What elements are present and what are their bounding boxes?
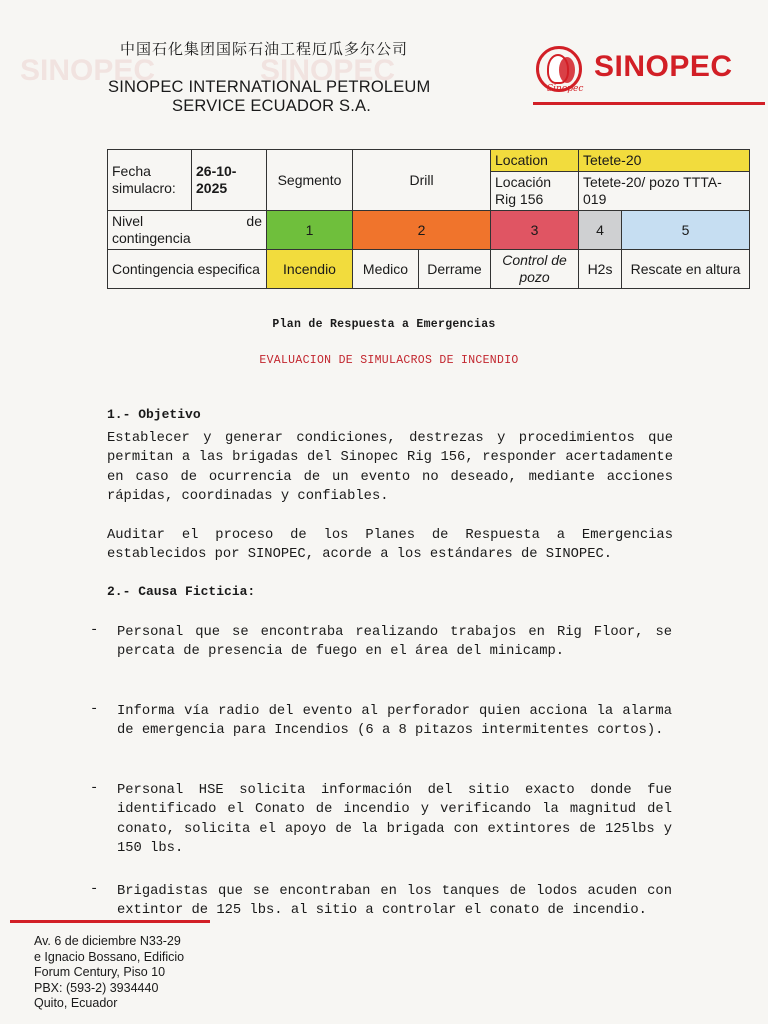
level-1: 1 — [267, 211, 353, 250]
footer-line-3: Forum Century, Piso 10 — [34, 965, 166, 980]
level-2: 2 — [353, 211, 491, 250]
logo-small-text: Sinopec — [547, 84, 584, 94]
contingencia-h2s: H2s — [579, 250, 622, 289]
logo-underline — [533, 102, 765, 105]
level-5: 5 — [622, 211, 750, 250]
chinese-company-title: 中国石化集团国际石油工程厄瓜多尔公司 — [120, 40, 409, 58]
contingencia-rescate: Rescate en altura — [622, 250, 750, 289]
contingencia-word: contingencia — [112, 230, 191, 246]
fecha-value: 26-10-2025 — [192, 150, 267, 211]
company-name-line1: SINOPEC INTERNATIONAL PETROLEUM — [108, 78, 431, 96]
contingencia-medico: Medico — [353, 250, 419, 289]
drill-label: Drill — [353, 150, 491, 211]
list-item: Personal HSE solicita información del sitio exacto donde fue identificado el Conato de incendio y verificando la magnitud del conato, solicita el apoyo de la brigada con extintores de 125lbs y 150 lbs. — [117, 783, 672, 856]
contingencia-derrame: Derrame — [419, 250, 491, 289]
footer-address — [34, 934, 184, 1012]
nivel-contingencia-label — [108, 211, 267, 250]
contingencia-control-pozo: Control de pozo — [491, 250, 579, 289]
footer-line-4: PBX: (593-2) 3934440 — [34, 980, 159, 995]
level-3: 3 — [491, 211, 579, 250]
company-name-line2: SERVICE ECUADOR S.A. — [172, 97, 371, 115]
locacion-label: Locación Rig 156 — [491, 172, 579, 211]
contingencia-especifica-label: Contingencia especifica — [108, 250, 267, 289]
causa-heading: 2.- Causa Ficticia: — [107, 584, 256, 599]
list-item: Informa vía radio del evento al perforador quien acciona la alarma de emergencia para Incendios (6 a 8 pitazos intermitentes cortos). — [117, 704, 672, 739]
contingencia-incendio: Incendio — [267, 250, 353, 289]
footer-line-1: Av. 6 de diciembre N33-29 — [34, 934, 181, 948]
objetivo-paragraph-1: Establecer y generar condiciones, destrezas y procedimientos que permitan a las brigadas del Sinopec Rig 156, responder acertadamente en caso de ocurrencia de un evento no deseado, mediante acciones rápidas, coordinadas y confiables. — [107, 431, 673, 504]
objetivo-heading: 1.- Objetivo — [107, 407, 201, 422]
logo-wordmark: SINOPEC — [594, 50, 733, 83]
bleed-through-mark: SINOPEC — [20, 54, 156, 87]
bullet-dash: - — [90, 702, 99, 717]
level-4: 4 — [579, 211, 622, 250]
drill-info-table — [107, 149, 750, 289]
locacion-value: Tetete-20/ pozo TTTA-019 — [579, 172, 750, 211]
footer-divider — [10, 920, 210, 923]
objetivo-paragraph-2: Auditar el proceso de los Planes de Respuesta a Emergencias establecidos por SINOPEC, acorde a los estándares de SINOPEC. — [107, 528, 673, 563]
segmento-label: Segmento — [267, 150, 353, 211]
bullet-dash: - — [90, 623, 99, 638]
list-item: Personal que se encontraba realizando trabajos en Rig Floor, se percata de presencia de fuego en el área del minicamp. — [117, 625, 672, 660]
plan-title: Plan de Respuesta a Emergencias — [272, 318, 496, 331]
footer-line-5: Quito, Ecuador — [34, 996, 118, 1011]
evaluation-title: EVALUACION DE SIMULACROS DE INCENDIO — [259, 354, 519, 367]
fecha-label: Fecha simulacro: — [108, 150, 192, 211]
list-item: Brigadistas que se encontraban en los tanques de lodos acuden con extintor de 125 lbs. al sitio a controlar el conato de incendio. — [117, 884, 672, 919]
bullet-dash: - — [90, 882, 99, 897]
nivel-word: Nivel — [112, 213, 144, 229]
footer-line-2: e Ignacio Bossano, Edificio — [34, 949, 185, 964]
de-word: de — [246, 213, 262, 229]
location-value: Tetete-20 — [579, 150, 750, 172]
location-label: Location — [491, 150, 579, 172]
bleed-through-mark: SINOPEC — [260, 54, 396, 87]
bullet-dash: - — [90, 781, 99, 796]
